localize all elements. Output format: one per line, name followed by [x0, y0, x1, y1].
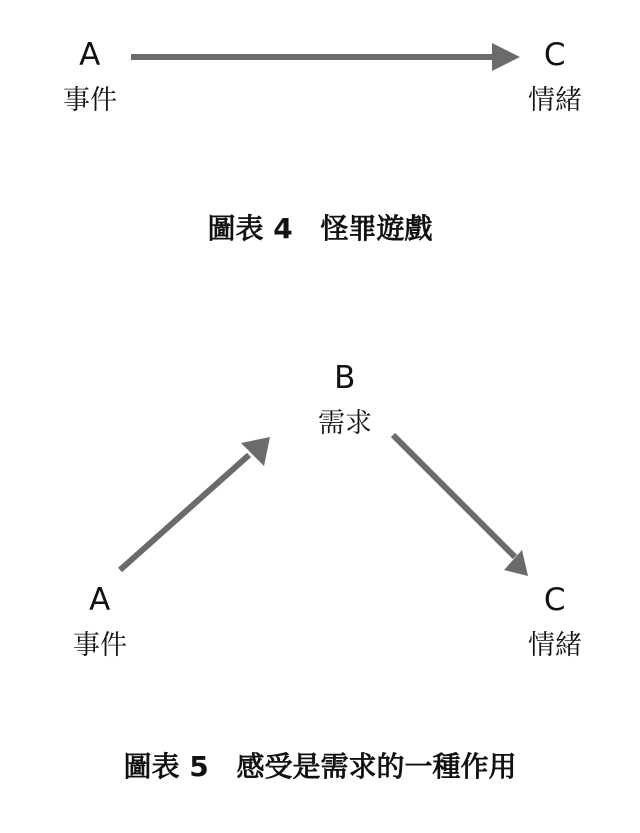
figure-4-caption-number: 圖表 4: [207, 212, 293, 245]
figure-5-caption-text: 感受是需求的一種作用: [236, 750, 517, 783]
node-label: 事件: [63, 84, 117, 116]
node-letter: C: [543, 37, 567, 73]
node-letter: C: [543, 582, 567, 618]
arrow-a-to-c: [131, 43, 520, 71]
figure-5-caption-number: 圖表 5: [123, 750, 209, 783]
node-letter: A: [79, 37, 101, 73]
node-letter: A: [89, 582, 111, 618]
node-letter: B: [334, 360, 356, 396]
figure-4-node-c: [515, 35, 595, 119]
figure-5-node-b: [305, 358, 385, 442]
arrow-b-to-c: [393, 435, 528, 576]
figure-5-node-a: [60, 580, 140, 664]
figure-5-node-c: [515, 580, 595, 664]
arrow-a-to-b: [120, 437, 270, 570]
node-label: 需求: [318, 407, 372, 439]
figure-5-caption: [0, 745, 640, 785]
node-label: 情緒: [528, 629, 582, 661]
figure-4-caption: [0, 207, 640, 247]
figure-4-caption-text: 怪罪遊戲: [320, 212, 433, 245]
node-label: 情緒: [528, 84, 582, 116]
node-label: 事件: [73, 629, 127, 661]
figure-4-node-a: [50, 35, 130, 119]
